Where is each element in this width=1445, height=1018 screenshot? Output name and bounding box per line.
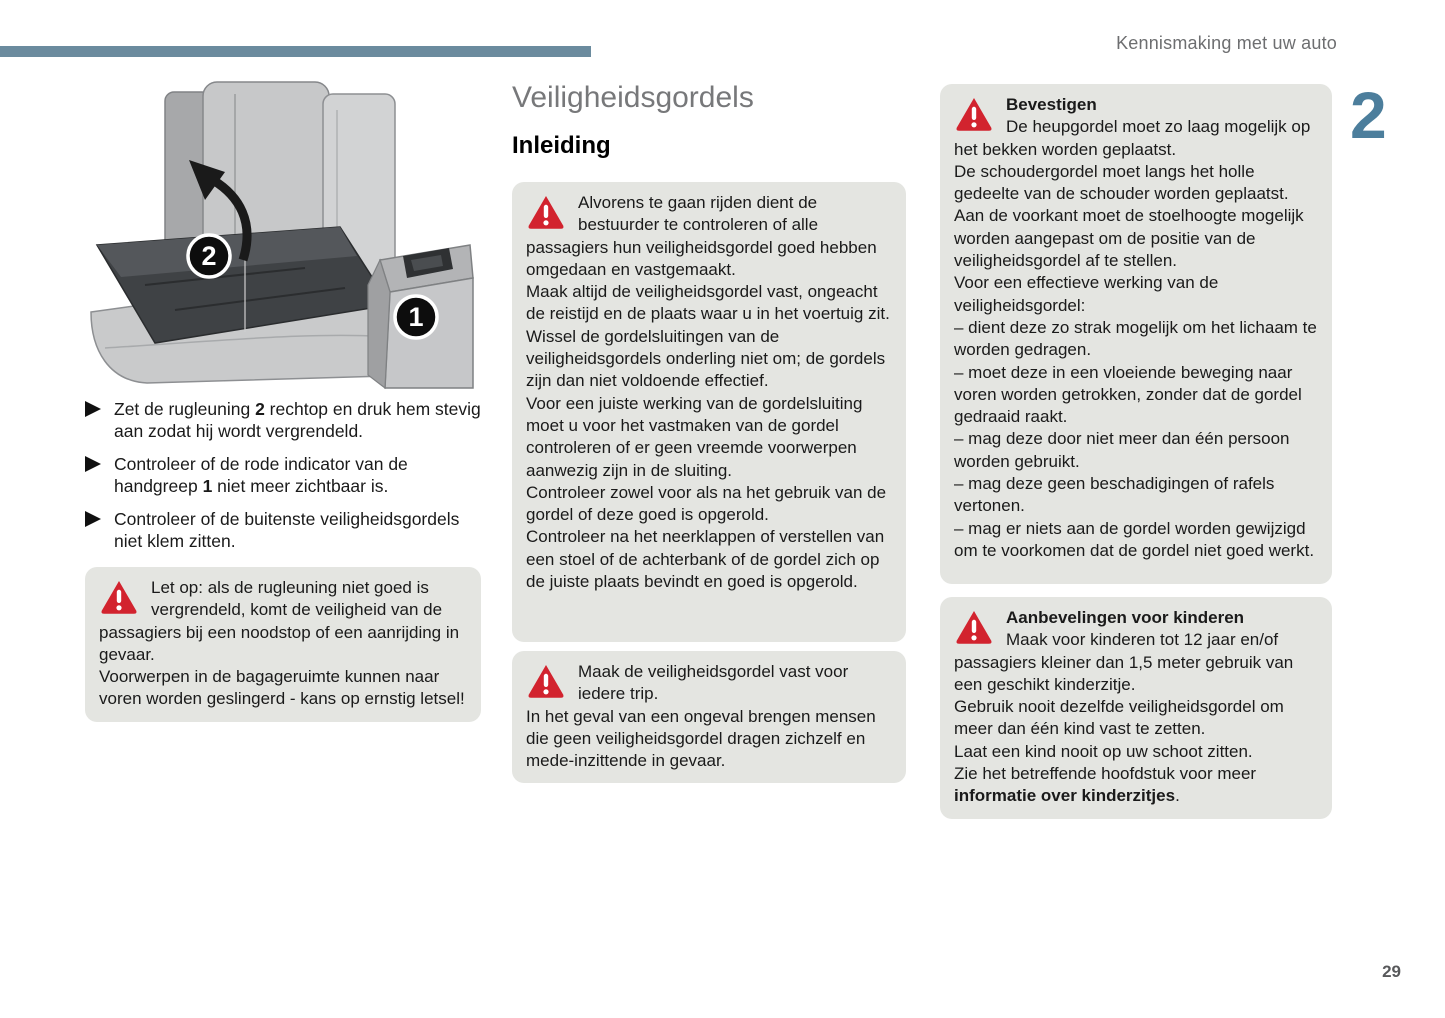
warning-paragraph: Let op: als de rugleuning niet goed is vergrendeld, komt de veiligheid van de passagiers bij een noodstop of een aanrijding in gevaar. [99,578,460,664]
list-item-text [114,508,481,552]
list-item-text-post: rechtop en druk hem stevig aan zodat hij wordt vergrendeld. [114,399,481,441]
warning-paragraph: Maak de veiligheidsgordel vast voor iedere trip. [578,662,849,704]
warning-paragraph: Aan de voorkant moet de stoelhoogte mogelijk worden aangepast om de positie van de veiligheidsgordel af te stellen. [954,206,1304,271]
warning-paragraph: De schoudergordel moet langs het holle gedeelte van de schouder worden geplaatst. [954,161,1289,204]
warning-paragraph-pre: Zie het betreffende hoofdstuk voor meer [954,764,1257,784]
warning-triangle-icon [954,609,994,645]
warning-paragraph: Maak voor kinderen tot 12 jaar en/of passagiers kleiner dan 1,5 meter gebruik van een geschikt kinderzitje. [954,630,1294,694]
warning-paragraph: – mag deze geen beschadigingen of rafels vertonen. [954,474,1275,516]
warning-paragraph: – moet deze in een vloeiende beweging naar voren worden getrokken, zonder dat de gordel gedraaid raakt. [954,362,1302,427]
warning-paragraph: Maak altijd de veiligheidsgordel vast, ongeacht de reistijd en de plaats waar u in het voertuig zit. [526,282,890,324]
middle-column [512,80,906,783]
right-column [940,84,1332,819]
warning-paragraph: Wissel de gordelsluitingen van de veiligheidsgordels onderling niet om; de gordels zijn dan niet voldoende effectief. [526,326,886,391]
list-item [85,398,481,442]
warning-paragraph: – mag deze door niet meer dan één persoon worden gebruikt. [954,429,1290,471]
warning-paragraph [954,763,1318,808]
list-item [85,508,481,552]
warning-triangle-icon [99,579,139,615]
warning-box-seatbelt-check [512,182,906,642]
bullet-arrow-icon [85,456,101,472]
warning-paragraph: Gebruik nooit dezelfde veiligheidsgordel om meer dan één kind vast te zetten. [954,697,1284,739]
warning-paragraph: Laat een kind nooit op uw schoot zitten. [954,741,1253,761]
warning-paragraph: Controleer na het neerklappen of verstellen van een stoel of de achterbank of de gordel zich op de juiste plaats bevindt en goed is opgerold. [526,527,885,592]
bullet-arrow-icon [85,401,101,417]
warning-triangle-icon [954,96,994,132]
list-item-text-pre: Controleer of de buitenste veiligheidsgordels niet klem zitten. [114,509,460,551]
warning-paragraph: Voorwerpen in de bagageruimte kunnen naar voren worden geslingerd - kans op ernstig letsel! [99,667,465,709]
warning-triangle-icon [526,663,566,699]
warning-box-backrest [85,567,481,722]
seat-folding-figure [85,80,475,390]
warning-box-fastening [940,84,1332,584]
warning-paragraph: Voor een juiste werking van de gordelsluiting moet u voor het vastmaken van de gordel controleren of er geen vreemde voorwerpen aanwezig zijn in de sluiting. [526,393,863,480]
page-title: Veiligheidsgordels [512,81,754,114]
warning-paragraph: Controleer zowel voor als na het gebruik van de gordel of deze goed is opgerold. [526,482,887,525]
section-header: Kennismaking met uw auto [1116,33,1337,53]
instruction-list [85,398,481,552]
header-accent-bar [0,46,591,57]
svg-text:2: 2 [201,241,217,271]
callout-2-badge [188,235,230,277]
section-subtitle: Inleiding [512,132,611,159]
list-item-text [114,453,481,497]
warning-title: Aanbevelingen voor kinderen [1006,608,1245,627]
warning-paragraph-post: . [1175,786,1180,806]
list-item-text-pre: Controleer of de rode indicator van de handgreep [114,454,408,496]
warning-paragraph: – mag er niets aan de gordel worden gewijzigd om te voorkomen dat de gordel niet goed werkt. [954,518,1315,560]
warning-title: Bevestigen [1006,95,1097,114]
warning-triangle-icon [526,194,566,230]
warning-paragraph: Alvorens te gaan rijden dient de bestuurder te controleren of alle passagiers hun veiligheidsgordel goed hebben omgedaan en vastgemaakt. [526,193,877,279]
list-item-text-bold: 1 [202,476,213,496]
page-number: 29 [1382,962,1401,981]
list-item [85,453,481,497]
warning-paragraph: Voor een effectieve werking van de veiligheidsgordel: [954,273,1219,315]
chapter-number: 2 [1350,78,1386,152]
list-item-text-pre: Zet de rugleuning [114,399,256,419]
warning-paragraph: De heupgordel moet zo laag mogelijk op het bekken worden geplaatst. [954,117,1311,159]
bullet-arrow-icon [85,511,101,527]
list-item-text-post: niet meer zichtbaar is. [212,476,389,496]
list-item-text-bold: 2 [255,399,265,419]
svg-text:1: 1 [408,302,424,332]
callout-1-badge [395,296,437,338]
warning-paragraph: In het geval van een ongeval brengen mensen die geen veiligheidsgordel dragen zichzelf en mede-inzittende in gevaar. [526,706,876,771]
left-column [85,80,481,722]
list-item-text [114,398,481,442]
warning-box-children [940,597,1332,819]
warning-box-every-trip [512,651,906,783]
warning-paragraph-bold: informatie over kinderzitjes [954,786,1176,806]
warning-paragraph: – dient deze zo strak mogelijk om het lichaam te worden gedragen. [954,317,1317,360]
